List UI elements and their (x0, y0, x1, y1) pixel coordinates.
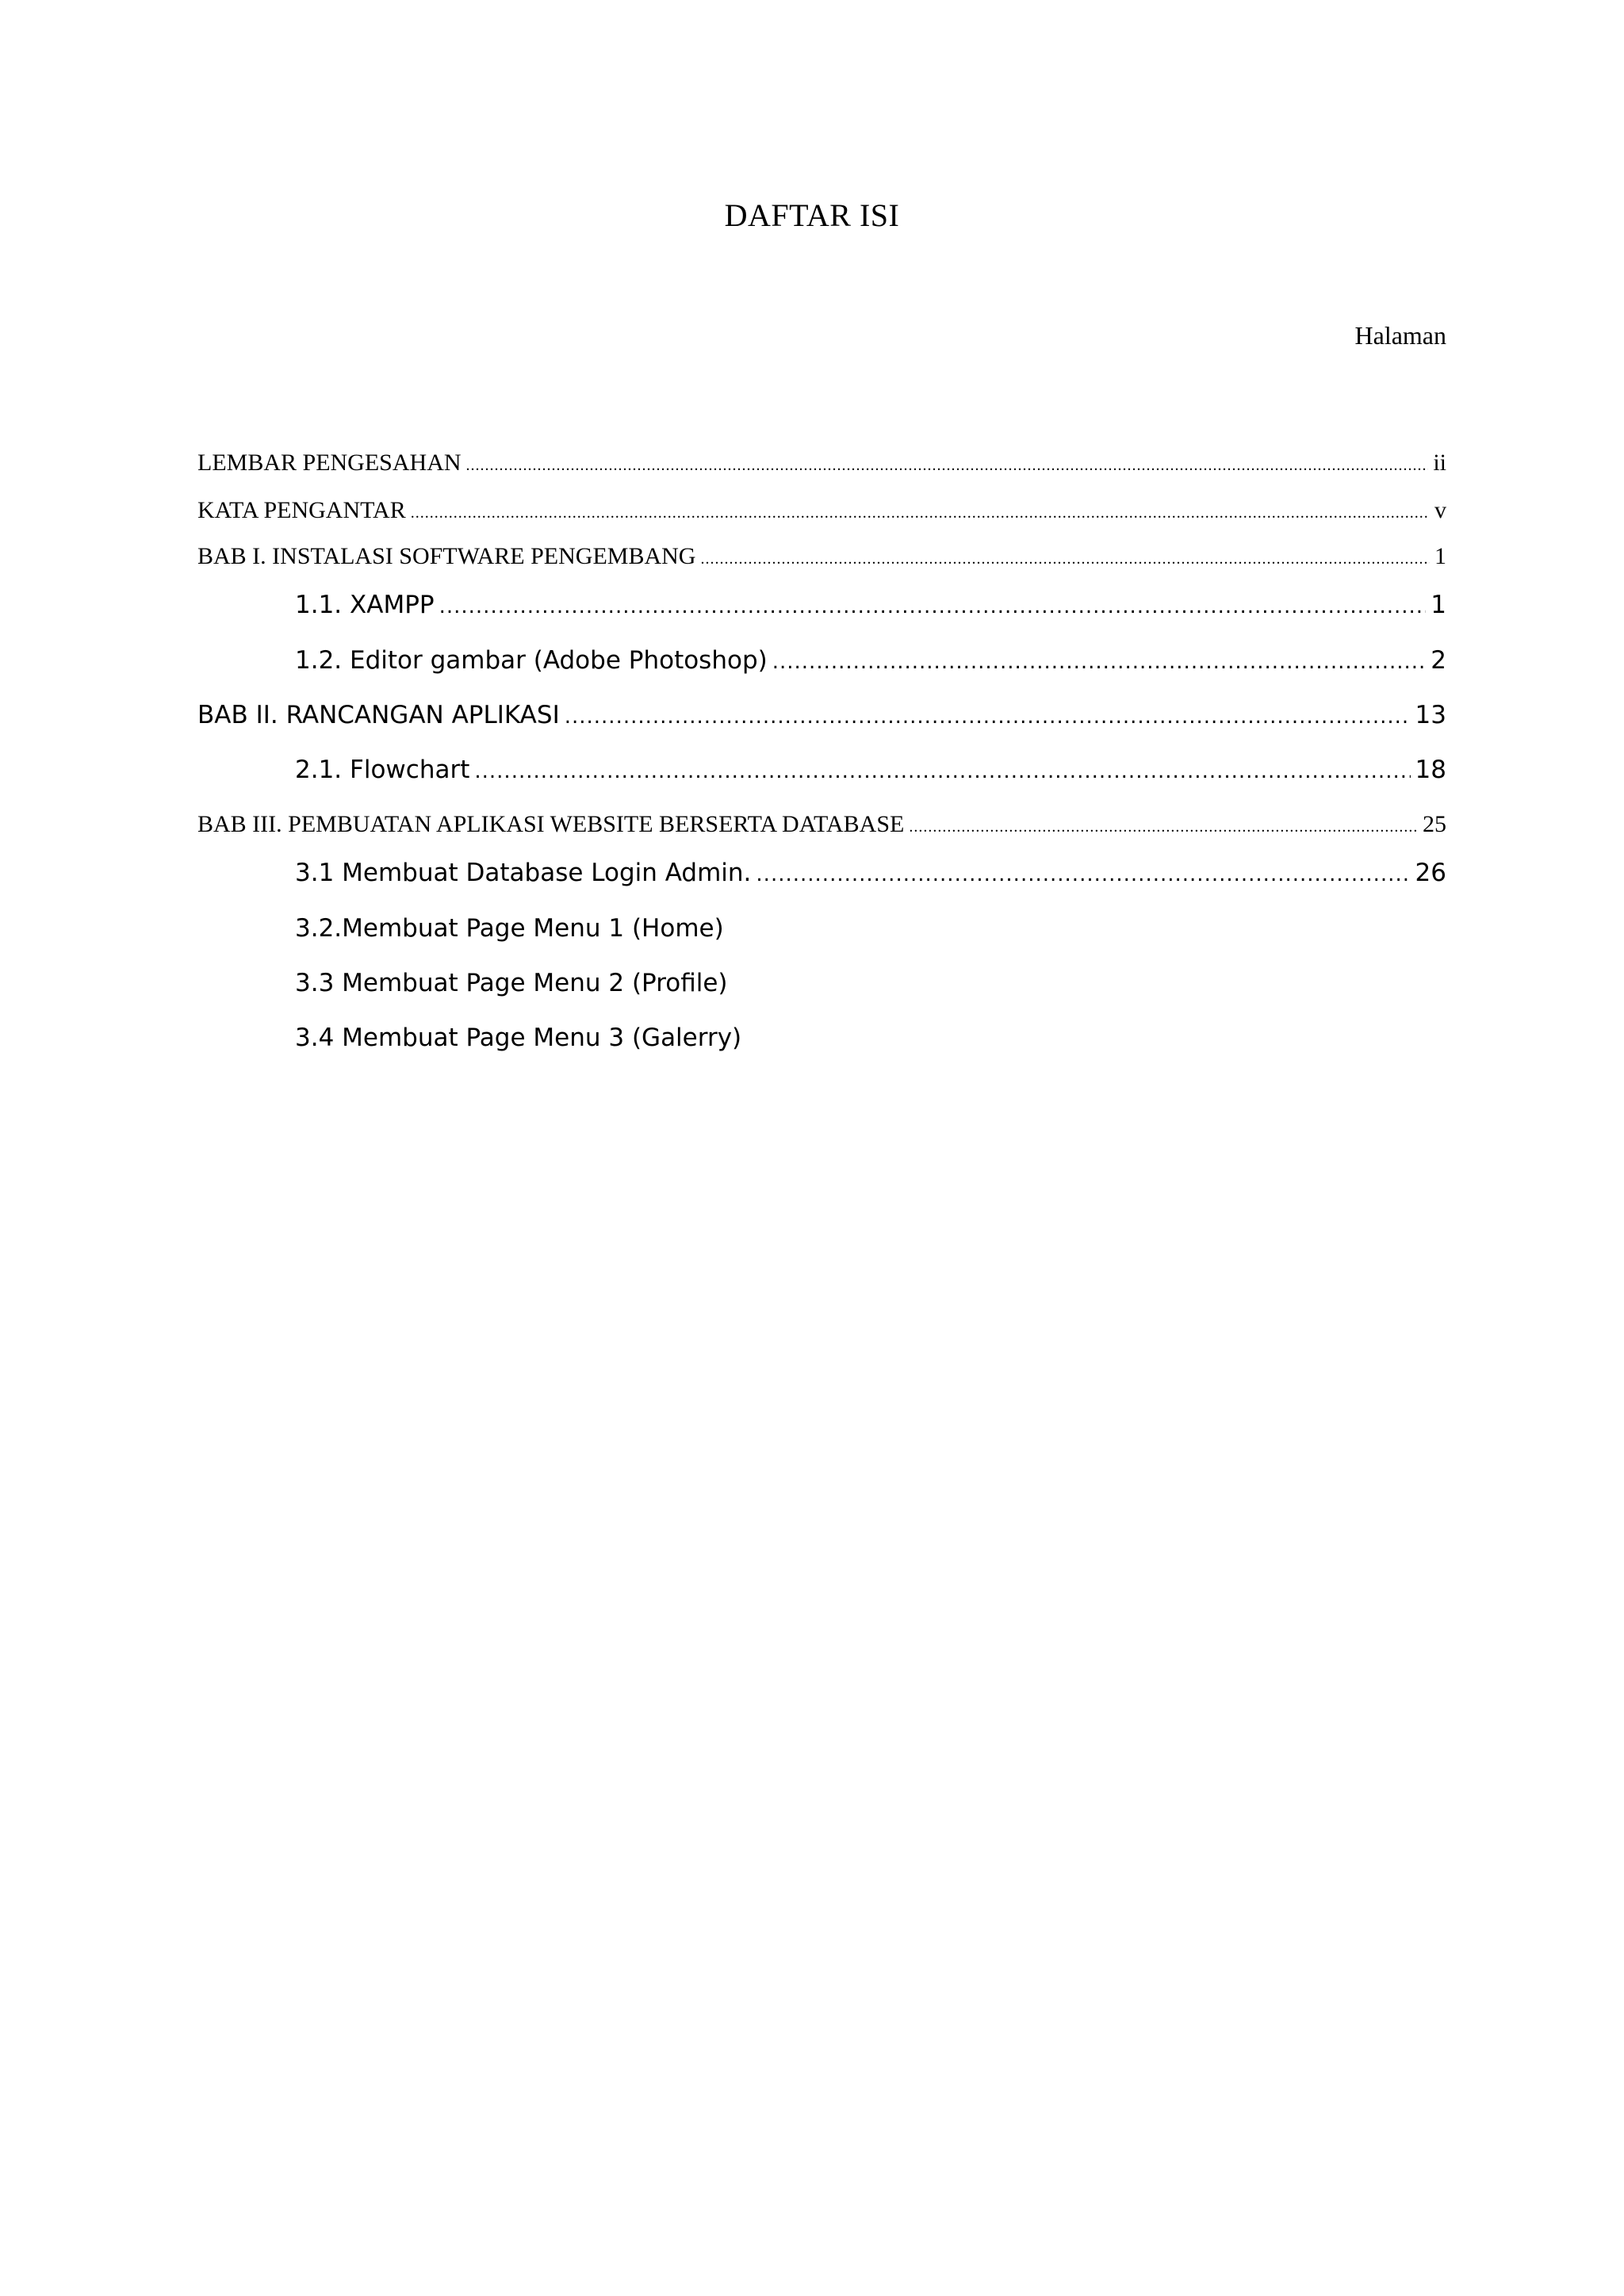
toc-dot-leader (439, 585, 1427, 626)
toc-entry-3-3-page-menu-profile[interactable] (295, 962, 1446, 1004)
toc-entry-label: BAB III. PEMBUATAN APLIKASI WEBSITE BERSERTA DATABASE (197, 811, 905, 837)
toc-entry-label: BAB I. INSTALASI SOFTWARE PENGEMBANG (197, 543, 696, 569)
toc-entry-label: KATA PENGANTAR (197, 497, 406, 523)
toc-entry-kata-pengantar[interactable] (197, 492, 1446, 530)
toc-entry-page: 2 (1431, 646, 1446, 675)
toc-dot-leader (474, 750, 1410, 791)
toc-entry-label: 2.1. Flowchart (295, 756, 470, 784)
toc-dot-leader (756, 853, 1410, 894)
page-title: DAFTAR ISI (724, 197, 900, 233)
toc-entry-page: 1 (1431, 591, 1446, 619)
toc-entry-page: 1 (1434, 543, 1446, 569)
toc-entry-3-2-page-menu-home[interactable] (295, 907, 1446, 950)
toc-entry-bab-3[interactable] (197, 806, 1446, 844)
toc-entry-label: 3.2.Membuat Page Menu 1 (Home) (295, 914, 724, 943)
toc-entry-3-1-database-login[interactable] (295, 851, 1446, 894)
toc-entry-label: BAB II. RANCANGAN APLIKASI (197, 701, 560, 729)
toc-dot-leader (411, 494, 1430, 530)
toc-dot-leader (772, 641, 1427, 682)
toc-entry-bab-1[interactable] (197, 538, 1446, 576)
toc-entry-page: 25 (1423, 811, 1446, 837)
page-column-header: Halaman (1354, 321, 1446, 350)
toc-entry-page: 18 (1415, 756, 1446, 784)
toc-entry-page: v (1434, 497, 1446, 523)
toc-entry-page: 13 (1415, 701, 1446, 729)
toc-entry-page: 26 (1415, 859, 1446, 887)
toc-entry-label: 3.1 Membuat Database Login Admin. (295, 859, 752, 887)
toc-dot-leader (565, 695, 1411, 737)
toc-entry-3-4-page-menu-galerry[interactable] (295, 1016, 1446, 1059)
toc-entry-bab-2[interactable] (197, 694, 1446, 737)
toc-entry-2-1-flowchart[interactable] (295, 748, 1446, 791)
toc-entry-1-1-xampp[interactable] (295, 584, 1446, 626)
toc-entry-page: ii (1433, 450, 1446, 476)
toc-entry-label: 3.3 Membuat Page Menu 2 (Profile) (295, 969, 728, 997)
toc-entry-1-2-editor-gambar[interactable] (295, 639, 1446, 682)
toc-dot-leader (700, 540, 1430, 576)
toc-dot-leader (909, 808, 1418, 844)
toc-entry-label: 1.2. Editor gambar (Adobe Photoshop) (295, 646, 768, 675)
toc-entry-lembar-pengesahan[interactable] (197, 444, 1446, 482)
toc-entry-label: 1.1. XAMPP (295, 591, 435, 619)
toc-entry-label: LEMBAR PENGESAHAN (197, 450, 462, 476)
toc-entry-label: 3.4 Membuat Page Menu 3 (Galerry) (295, 1024, 742, 1052)
toc-dot-leader (466, 446, 1429, 482)
